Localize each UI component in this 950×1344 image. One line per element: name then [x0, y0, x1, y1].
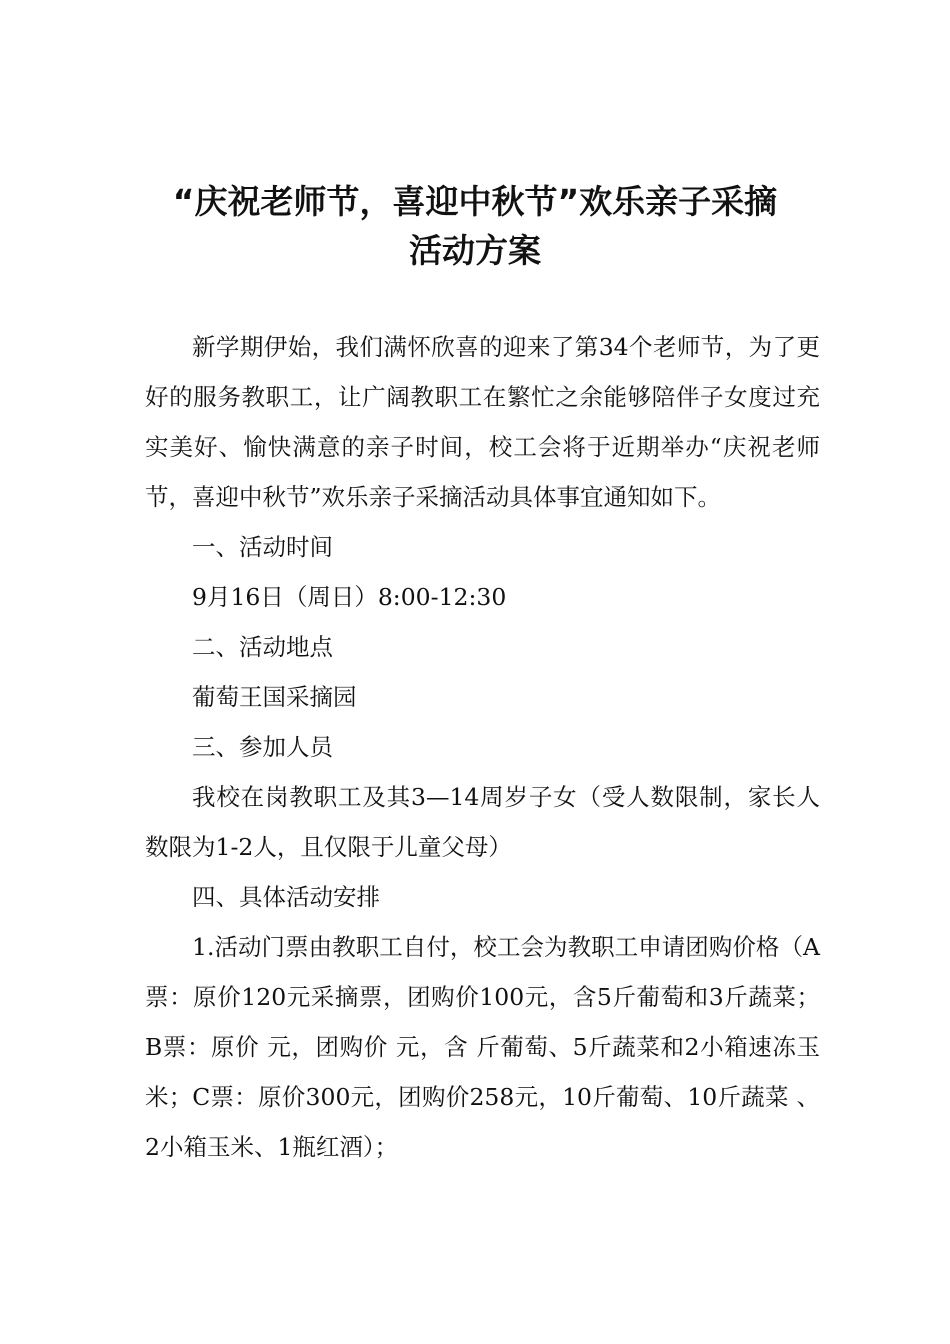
time-text: 9月16日（周日）8:00-12:30 [192, 583, 507, 611]
section-heading-arrangements: 四、具体活动安排 [192, 883, 380, 911]
section-heading-location: 二、活动地点 [192, 633, 333, 661]
section-heading-time: 一、活动时间 [192, 533, 333, 561]
document-body [145, 322, 820, 1172]
location-text: 葡萄王国采摘园 [192, 683, 357, 711]
arrangement-item-1: 1.活动门票由教职工自付，校工会为教职工申请团购价格（A票：原价120元采摘票，团购价100元，含5斤葡萄和3斤蔬菜；B票：原价 元，团购价 元，含 斤葡萄、5斤蔬菜和2小箱速冻玉米；C票：原价300元，团购价258元，10斤葡萄、10斤蔬菜 、2小箱玉米、1瓶红酒）； [145, 933, 820, 1161]
document-title-line-2: 活动方案 [409, 231, 541, 270]
intro-paragraph: 新学期伊始，我们满怀欣喜的迎来了第34个老师节，为了更好的服务教职工，让广阔教职工在繁忙之余能够陪伴子女度过充实美好、愉快满意的亲子时间，校工会将于近期举办“庆祝老师节，喜迎中秋节”欢乐亲子采摘活动具体事宜通知如下。 [145, 333, 820, 511]
participants-text: 我校在岗教职工及其3—14周岁子女（受人数限制，家长人数限为1-2人，且仅限于儿童父母） [145, 783, 820, 861]
section-heading-participants: 三、参加人员 [192, 733, 333, 761]
document-title-line-1: “庆祝老师节，喜迎中秋节”欢乐亲子采摘 [172, 182, 778, 221]
